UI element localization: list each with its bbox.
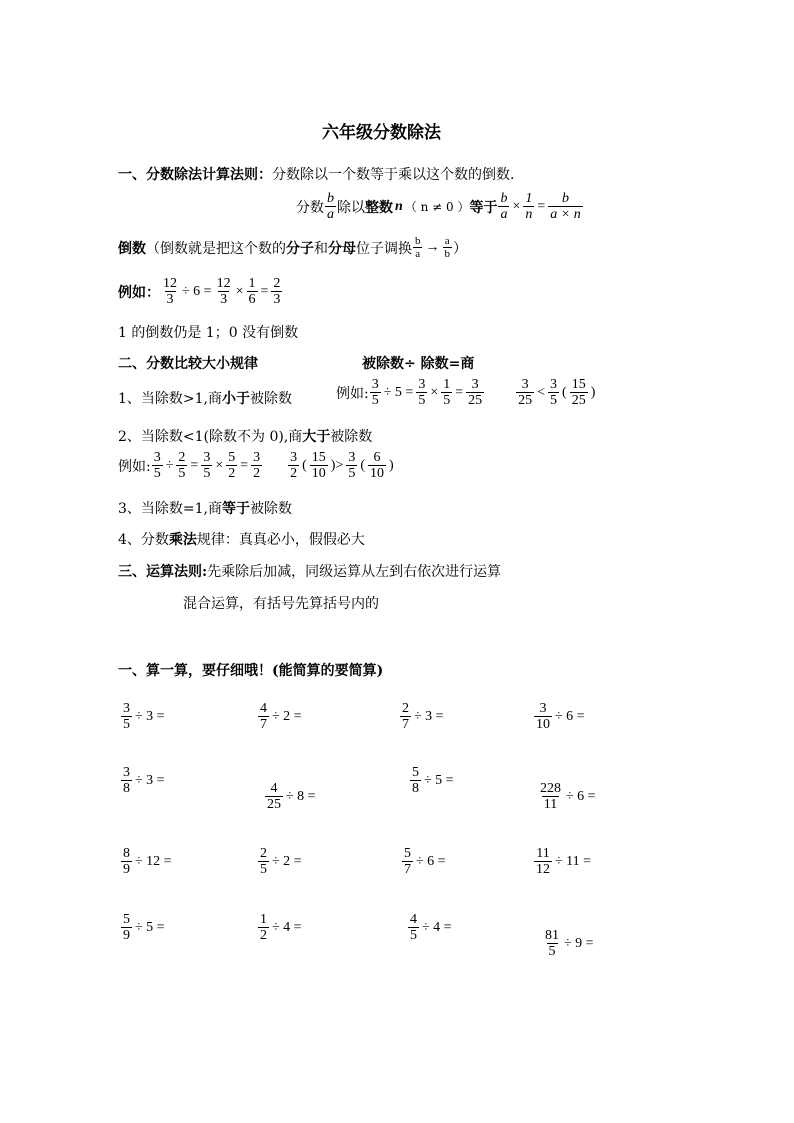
numerator: 2	[260, 846, 267, 861]
denominator: 6	[248, 292, 256, 307]
numerator: 15	[311, 450, 326, 465]
item-bold: 乘法	[168, 532, 197, 548]
item-bold: 等于	[222, 501, 250, 517]
item-2	[118, 426, 372, 446]
denominator: 3	[166, 292, 174, 307]
item-3	[118, 498, 292, 518]
exercise-item	[257, 912, 304, 943]
operator: ÷	[165, 457, 174, 473]
operator: ×	[430, 384, 439, 400]
exercise-expression: ÷ 11 =	[555, 853, 592, 869]
fraction	[400, 701, 411, 732]
numerator: 5	[412, 765, 419, 780]
denominator: 11	[543, 797, 558, 812]
exercise-item	[264, 781, 318, 812]
numerator: 81	[545, 928, 559, 943]
numerator: a	[444, 235, 450, 247]
denominator: 8	[412, 781, 419, 796]
numerator: 2	[273, 276, 281, 291]
formula-n: n	[395, 198, 403, 214]
reciprocal-bold: 分子	[286, 240, 314, 257]
fraction	[441, 377, 452, 408]
fraction	[258, 912, 269, 943]
fraction	[402, 846, 413, 877]
fraction	[498, 191, 509, 222]
fraction	[516, 377, 534, 408]
fraction	[570, 377, 588, 408]
arrow-icon: →	[425, 239, 440, 255]
numerator: 3	[371, 377, 379, 392]
fraction	[443, 235, 453, 260]
reciprocal-label: 倒数	[118, 240, 146, 257]
numerator: b	[415, 235, 421, 247]
denominator: 12	[536, 862, 550, 877]
exercise-expression: ÷ 2 =	[272, 853, 302, 869]
denominator: 5	[203, 466, 211, 481]
denominator: 5	[260, 862, 267, 877]
exercise-expression: ÷ 2 =	[272, 708, 302, 724]
numerator: 3	[123, 765, 130, 780]
fraction	[265, 781, 283, 812]
exercise-expression: ÷ 4 =	[272, 919, 302, 935]
operator: =	[190, 457, 199, 473]
operator: <	[537, 384, 546, 400]
denominator: 3	[220, 292, 228, 307]
fraction	[523, 191, 534, 222]
numerator: 4	[260, 701, 267, 716]
order-text: 先乘除后加减，同级运算从左到右依次进行运算	[207, 564, 502, 580]
numerator: 12	[216, 276, 231, 291]
exercise-item	[407, 912, 454, 943]
denominator: 10	[536, 717, 550, 732]
item-text: 规律：真真必小，假假必大	[196, 532, 365, 548]
fraction	[176, 450, 187, 481]
fraction	[121, 701, 132, 732]
numerator: 4	[410, 912, 417, 927]
operator: ÷ 6 =	[182, 283, 212, 299]
item-bold: 小于	[222, 391, 250, 407]
denominator: 25	[571, 393, 586, 408]
denominator: 10	[311, 466, 326, 481]
denominator: 2	[260, 928, 267, 943]
page-title: 六年级分数除法	[322, 123, 441, 143]
item-1-example	[336, 377, 597, 408]
exercise-heading: 一、算一算，要仔细哦！(能简算的要简算)	[118, 663, 384, 679]
fraction	[288, 450, 299, 481]
numerator: 1	[443, 377, 451, 392]
operator: =	[260, 283, 269, 299]
exercise-item	[257, 701, 304, 732]
denominator: 2	[228, 466, 236, 481]
fraction	[251, 450, 262, 481]
operator: ×	[235, 283, 244, 299]
rule-text: 分数除以一个数等于乘以这个数的倒数.	[272, 167, 515, 183]
fraction	[258, 701, 269, 732]
denominator: 25	[468, 393, 483, 408]
reciprocal-bold: 分母	[328, 240, 356, 257]
operator: )	[389, 457, 394, 473]
fraction	[410, 765, 421, 796]
numerator: 3	[348, 450, 356, 465]
numerator: 3	[123, 701, 130, 716]
numerator: 6	[373, 450, 381, 465]
denominator: 5	[153, 466, 161, 481]
exercise-item	[120, 701, 167, 732]
compare-formula: 被除数÷ 除数=商	[362, 356, 475, 372]
numerator: 3	[471, 377, 479, 392]
example-label: 例如:	[118, 458, 151, 475]
fraction	[310, 450, 328, 481]
numerator: 2	[402, 701, 409, 716]
fraction	[466, 377, 484, 408]
fraction	[416, 377, 427, 408]
numerator: 2	[178, 450, 186, 465]
reciprocal-text: 和	[314, 240, 328, 257]
compare-heading: 二、分数比较大小规律	[118, 356, 258, 372]
exercise-item	[409, 765, 456, 796]
formula-condition: （ n ≠ 0 ）	[404, 200, 470, 214]
fraction	[121, 846, 132, 877]
fraction	[226, 450, 237, 481]
exercise-item	[542, 928, 596, 959]
denominator: 25	[518, 393, 533, 408]
operator: =	[240, 457, 249, 473]
exercise-expression: ÷ 12 =	[135, 853, 172, 869]
fraction	[152, 450, 163, 481]
item-text: 3、当除数=1,商	[118, 501, 222, 517]
exercise-expression: ÷ 6 =	[555, 708, 585, 724]
fraction	[408, 912, 419, 943]
numerator: b	[562, 191, 570, 206]
numerator: b	[500, 191, 508, 206]
operator: (	[302, 457, 307, 473]
fraction	[370, 377, 381, 408]
exercise-expression: ÷ 6 =	[566, 788, 596, 804]
operator: (	[360, 457, 366, 473]
denominator: 25	[267, 797, 281, 812]
item-1	[118, 388, 292, 408]
item-text: 被除数	[250, 391, 292, 407]
operator: =	[455, 384, 464, 400]
exercise-expression: ÷ 3 =	[135, 772, 165, 788]
reciprocal-text: 位子调换	[356, 240, 412, 257]
reciprocal-line	[118, 235, 467, 260]
exercise-expression: ÷ 8 =	[286, 788, 316, 804]
exercise-item	[257, 846, 304, 877]
operator: ÷ 5 =	[383, 384, 414, 400]
denominator: 8	[123, 781, 130, 796]
denominator: 5	[371, 393, 379, 408]
operator: )>	[330, 457, 344, 473]
numerator: 8	[123, 846, 130, 861]
numerator: 3	[539, 701, 547, 716]
denominator: 5	[410, 928, 417, 943]
order-line	[118, 561, 501, 581]
exercise-expression: ÷ 3 =	[135, 708, 165, 724]
denominator: 5	[418, 393, 426, 408]
denominator: b	[444, 248, 450, 260]
denominator: 9	[123, 862, 130, 877]
exercise-expression: ÷ 9 =	[564, 935, 594, 951]
fraction	[534, 846, 552, 877]
item-text: 被除数	[250, 501, 292, 517]
numerator: 228	[540, 781, 561, 796]
item-text: 4、分数	[118, 532, 169, 548]
example-label: 例如：	[118, 284, 160, 301]
rule-formula: 分数 $\frac{b}{a}$ 除以 整数 n （ n ≠ 0 ） 等于 $\frac{b}{a}$ × $\frac{1}{n}$ = $\frac{b}{a \times n}$	[296, 191, 581, 222]
exercise-expression: ÷ 5 =	[135, 919, 165, 935]
formula-text: 除以	[337, 199, 365, 216]
denominator: 7	[402, 717, 409, 732]
fraction	[346, 450, 357, 481]
exercise-expression: ÷ 5 =	[424, 772, 454, 788]
numerator: 5	[123, 912, 130, 927]
reciprocal-text: （倒数就是把这个数的	[146, 240, 286, 257]
rule-line	[118, 164, 514, 184]
item-4	[118, 529, 365, 549]
fraction	[201, 450, 212, 481]
denominator: 5	[178, 466, 186, 481]
exercise-item	[120, 912, 167, 943]
denominator: 7	[260, 717, 267, 732]
numerator: 12	[163, 276, 177, 291]
exercise-item	[537, 781, 598, 812]
numerator: 3	[418, 377, 426, 392]
numerator: 4	[270, 781, 278, 796]
denominator: 10	[370, 466, 385, 481]
rule-heading: 一、分数除法计算法则：	[118, 167, 272, 183]
fraction	[215, 276, 233, 307]
denominator: 7	[404, 862, 411, 877]
denominator: 2	[290, 466, 298, 481]
numerator: 11	[536, 846, 550, 861]
exercise-expression: ÷ 3 =	[414, 708, 444, 724]
exercise-item	[401, 846, 448, 877]
formula-prefix: 分数	[296, 199, 324, 216]
numerator: 3	[521, 377, 529, 392]
reciprocal-text: ）	[453, 240, 467, 257]
denominator: 5	[348, 466, 356, 481]
denominator: a	[415, 248, 421, 260]
exercise-item	[533, 701, 587, 732]
example-label: 例如:	[336, 385, 369, 402]
fraction	[258, 846, 269, 877]
numerator: b	[327, 191, 334, 206]
numerator: 3	[550, 377, 558, 392]
fraction	[271, 276, 282, 307]
formula-equals-word: 等于	[469, 199, 498, 216]
fraction	[161, 276, 179, 307]
denominator: a × n	[550, 207, 581, 222]
fraction	[543, 928, 561, 959]
exercise-item	[533, 846, 593, 877]
exercise-expression: ÷ 4 =	[422, 919, 452, 935]
example-1	[118, 276, 283, 307]
numerator: 5	[404, 846, 411, 861]
order-line-2: 混合运算，有括号先算括号内的	[183, 596, 379, 612]
denominator: a	[500, 207, 508, 222]
denominator: n	[525, 207, 533, 222]
numerator: 3	[203, 450, 211, 465]
operator: (	[562, 384, 567, 400]
operator: )	[590, 384, 596, 400]
fraction	[548, 377, 559, 408]
denominator: 2	[253, 466, 261, 481]
fraction	[413, 235, 423, 260]
item-bold: 大于	[302, 429, 331, 445]
fraction	[121, 912, 132, 943]
denominator: 5	[548, 944, 556, 959]
numerator: 3	[153, 450, 161, 465]
denominator: 5	[123, 717, 130, 732]
denominator: 5	[443, 393, 451, 408]
operator: ×	[215, 457, 224, 473]
example-2	[118, 450, 396, 481]
numerator: 1	[248, 276, 256, 291]
exercise-item	[399, 701, 446, 732]
denominator: 5	[550, 393, 558, 408]
exercise-item	[120, 765, 167, 796]
numerator: 3	[290, 450, 298, 465]
item-text: 1、当除数>1,商	[118, 391, 222, 407]
denominator: a	[327, 207, 334, 222]
fraction	[538, 781, 563, 812]
numerator: 1	[260, 912, 267, 927]
fraction	[548, 191, 582, 222]
numerator: 3	[253, 450, 261, 465]
reciprocal-note: 1 的倒数仍是 1；0 没有倒数	[118, 325, 299, 341]
numerator: 15	[571, 377, 586, 392]
item-text: 2、当除数<1(除数不为 0),商	[118, 429, 303, 445]
fraction	[325, 191, 336, 222]
fraction	[534, 701, 552, 732]
fraction	[368, 450, 386, 481]
exercise-expression: ÷ 6 =	[416, 853, 446, 869]
denominator: 9	[123, 928, 130, 943]
denominator: 3	[273, 292, 281, 307]
exercise-item	[120, 846, 174, 877]
formula-bold: 整数	[365, 199, 393, 216]
order-heading: 三、运算法则:	[118, 564, 208, 580]
fraction	[247, 276, 258, 307]
numerator: 1	[525, 191, 533, 206]
item-text: 被除数	[330, 429, 373, 445]
numerator: 5	[228, 450, 236, 465]
fraction	[121, 765, 132, 796]
